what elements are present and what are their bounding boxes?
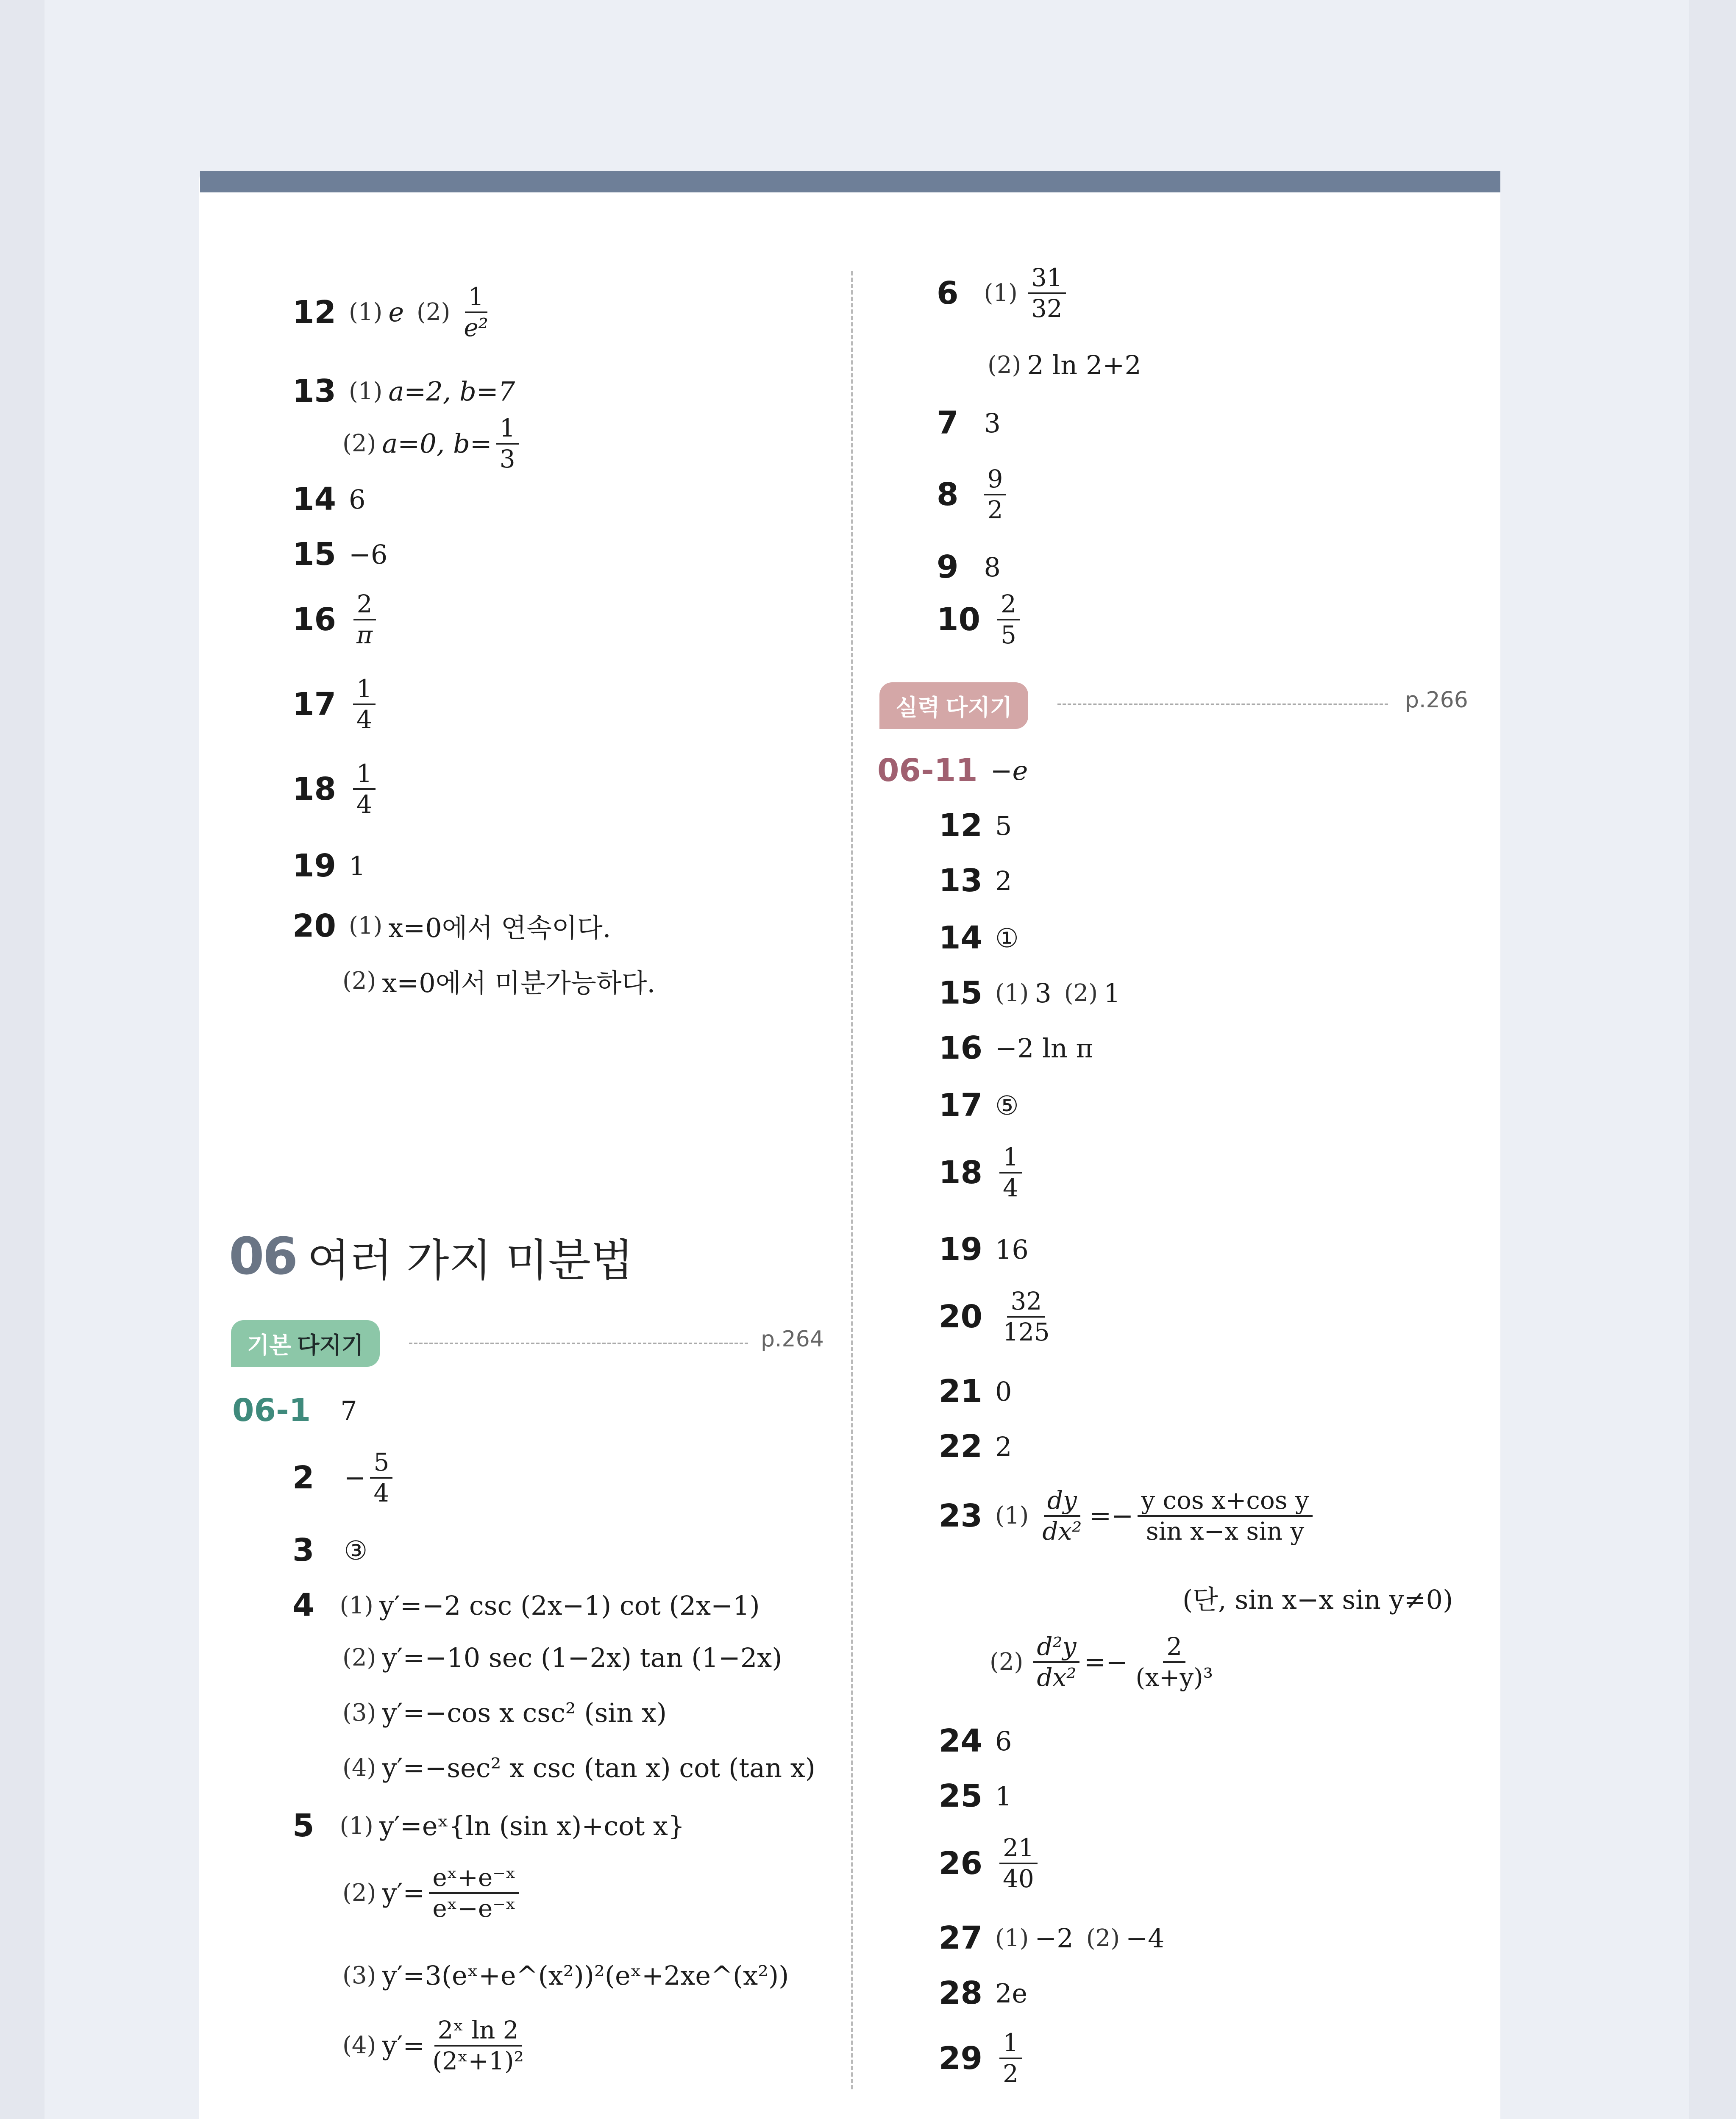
part-label: (2) <box>1064 979 1098 1007</box>
answer-23-skill <box>939 1488 1317 1544</box>
answer-value: ③ <box>344 1535 368 1566</box>
question-number: 13 <box>939 862 982 899</box>
part-label: (1) <box>339 1591 373 1619</box>
question-number: 22 <box>939 1428 982 1465</box>
question-number: 15 <box>292 536 336 573</box>
question-number: 16 <box>292 601 336 638</box>
section-title: 여러 가지 미분법 <box>307 1235 634 1286</box>
question-number: 28 <box>939 1975 982 2011</box>
answer-value: 6 <box>995 1725 1012 1757</box>
answer-17 <box>292 676 380 733</box>
answer-26-skill <box>939 1835 1042 1892</box>
part-label: (2) <box>342 430 376 458</box>
part-label: (2) <box>342 967 376 995</box>
answer-value: y′=−2 csc (2x−1) cot (2x−1) <box>379 1590 760 1621</box>
question-number: 12 <box>939 807 982 844</box>
question-number: 29 <box>939 2040 982 2077</box>
answer-value: 16 <box>995 1234 1029 1265</box>
answer-value: 3 <box>1035 977 1052 1009</box>
answer-13-part2 <box>342 415 523 472</box>
part-label: (1) <box>348 912 383 940</box>
question-number: 24 <box>939 1723 982 1759</box>
answer-value: −4 <box>1126 1922 1165 1954</box>
answer-27-skill <box>939 1920 1164 1956</box>
answer-value: 3 <box>984 407 1001 439</box>
answer-21-skill <box>939 1373 1012 1410</box>
badge-label: 기본 <box>247 1332 292 1359</box>
answer-20 <box>292 907 611 945</box>
part-label: (1) <box>995 1924 1029 1952</box>
answer-value: y′=3(eˣ+e^(x²))²(eˣ+2xe^(x²)) <box>382 1960 789 1991</box>
fraction: $\frac{32}{125}$ <box>1002 1287 1050 1346</box>
answer-value: 2 <box>995 1431 1012 1462</box>
part-label: (1) <box>348 298 383 326</box>
question-number: 23 <box>939 1497 982 1534</box>
fraction: $\frac{\text{2ˣ ln 2}}{\text{(2ˣ+1)²}}$ <box>432 2016 524 2075</box>
fraction: $\frac{9}{2}$ <box>984 466 1007 523</box>
dotted-leader <box>409 1343 748 1344</box>
answer-19-skill <box>939 1231 1029 1268</box>
answer-value: ⑤ <box>995 1090 1019 1121</box>
fraction: $\frac{\text{eˣ+e⁻ˣ}}{\text{eˣ−e⁻ˣ}}$ <box>429 1865 519 1922</box>
question-number: 16 <box>939 1030 982 1066</box>
answer-20-part2 <box>342 962 655 1000</box>
answer-value: 2 ln 2+2 <box>1027 350 1141 381</box>
answer-14-skill <box>939 920 1019 956</box>
fraction: $\frac{21}{40}$ <box>999 1835 1038 1892</box>
answer-3 <box>292 1532 367 1568</box>
part-label: (2) <box>342 1879 376 1907</box>
question-number: 19 <box>939 1231 982 1268</box>
question-number: 6 <box>937 275 959 311</box>
advanced-practice-badge <box>879 682 1028 729</box>
equals: =− <box>1089 1500 1134 1532</box>
answer-value: a=0, b= <box>382 428 492 459</box>
answer-value: ① <box>995 922 1019 954</box>
header-bar <box>200 171 1500 192</box>
answer-17-skill <box>939 1087 1019 1123</box>
question-number: 10 <box>937 601 980 638</box>
answer-18 <box>292 761 380 818</box>
answer-13 <box>292 373 515 409</box>
answer-value: −2 ln π <box>995 1032 1093 1064</box>
fraction: $\frac{2}{5}$ <box>997 591 1020 648</box>
answer-8 <box>937 466 1010 523</box>
answer-value: x=0에서 연속이다. <box>388 912 611 943</box>
badge-label: 실력 <box>896 694 940 721</box>
answer-25-skill <box>939 1778 1012 1814</box>
answer-6 <box>937 265 1070 322</box>
answer-24-skill <box>939 1723 1012 1759</box>
page-reference: p.266 <box>1405 687 1468 713</box>
answer-2 <box>292 1449 397 1506</box>
answer-value: 1 <box>1104 977 1121 1009</box>
answer-23-note <box>1182 1579 1453 1616</box>
condition-note: (단, sin x−x sin y≠0) <box>1182 1584 1453 1615</box>
fraction: $\frac{1}{\text{e²}}$ <box>464 282 488 342</box>
answer-28-skill <box>939 1975 1027 2011</box>
answer-06-1 <box>232 1392 357 1429</box>
answer-5 <box>292 1808 684 1844</box>
question-number: 06-11 <box>877 752 978 789</box>
question-number: 13 <box>292 373 336 409</box>
fraction: $\frac{31}{32}$ <box>1028 265 1066 322</box>
question-number: 19 <box>292 848 336 884</box>
answer-29-skill <box>939 2030 1026 2087</box>
answer-4-part2 <box>342 1642 782 1673</box>
dotted-leader <box>1057 704 1388 705</box>
answer-value: 1 <box>348 850 366 882</box>
question-number: 17 <box>292 686 336 723</box>
answer-4 <box>292 1587 760 1624</box>
answer-16 <box>292 591 380 648</box>
answer-value: −6 <box>348 539 388 570</box>
question-number: 17 <box>939 1087 982 1123</box>
part-label: (1) <box>339 1812 373 1840</box>
answer-14 <box>292 481 365 517</box>
basic-practice-badge <box>231 1320 380 1367</box>
fraction: $\frac{dy}{\text{dx²}}$ <box>1042 1486 1082 1546</box>
fraction: $\frac{\text{d²y}}{\text{dx²}}$ <box>1033 1634 1079 1691</box>
answer-value: y′= <box>382 1877 425 1909</box>
answer-5-part3 <box>342 1960 789 1991</box>
fraction: $\frac{\text{y cos x+cos y}}{\text{sin x−x sin y}}$ <box>1138 1488 1312 1544</box>
answer-10 <box>937 591 1024 648</box>
answer-6-part2 <box>988 350 1141 381</box>
answer-value: x=0에서 미분가능하다. <box>382 968 656 998</box>
fraction: $\frac{1}{3}$ <box>496 415 519 472</box>
column-divider <box>851 271 853 2089</box>
answer-12-skill <box>939 807 1012 844</box>
answer-value: 2e <box>995 1977 1028 2009</box>
question-number: 15 <box>939 975 982 1011</box>
question-number: 21 <box>939 1373 982 1410</box>
answer-18-skill <box>939 1144 1026 1201</box>
question-number: 20 <box>292 907 336 944</box>
question-number: 8 <box>937 476 959 513</box>
badge-label-strong: 다지기 <box>297 1332 364 1359</box>
page-reference: p.264 <box>761 1326 824 1352</box>
answer-13-skill <box>939 862 1012 899</box>
question-number: 3 <box>292 1532 314 1568</box>
question-number: 14 <box>939 920 982 956</box>
answer-value: 6 <box>348 484 366 515</box>
answer-value: 5 <box>995 810 1012 841</box>
question-number: 7 <box>937 405 959 441</box>
answer-value: −e <box>990 755 1028 786</box>
answer-value: y′= <box>382 2030 425 2061</box>
section-heading <box>229 1225 633 1288</box>
answer-06-11 <box>877 752 1028 789</box>
part-label: (4) <box>342 2032 376 2060</box>
part-label: (2) <box>417 298 451 326</box>
equals: =− <box>1084 1646 1128 1678</box>
part-label: (1) <box>995 1502 1029 1530</box>
answer-7 <box>937 405 1001 441</box>
section-number: 06 <box>229 1227 296 1286</box>
answer-23-part2 <box>990 1634 1221 1691</box>
part-label: (2) <box>1086 1924 1120 1952</box>
part-label: (2) <box>988 351 1021 379</box>
question-number: 14 <box>292 481 336 517</box>
question-number: 18 <box>292 770 336 807</box>
question-number: 12 <box>292 294 336 331</box>
answer-value: y′=−sec² x csc (tan x) cot (tan x) <box>382 1752 815 1783</box>
question-number: 18 <box>939 1154 982 1191</box>
answer-4-part4 <box>342 1752 815 1783</box>
question-number: 20 <box>939 1298 982 1335</box>
answer-5-part4 <box>342 2017 531 2074</box>
answer-20-skill <box>939 1288 1057 1345</box>
part-label: (4) <box>342 1754 376 1782</box>
part-label: (1) <box>995 979 1029 1007</box>
fraction: $\frac{2}{\pi}$ <box>353 591 376 648</box>
answer-12 <box>292 284 496 341</box>
answer-16-skill <box>939 1030 1093 1066</box>
badge-label-strong: 다지기 <box>946 694 1012 721</box>
question-number: 27 <box>939 1920 982 1956</box>
part-label: (1) <box>984 279 1018 307</box>
answer-value: 1 <box>995 1780 1012 1812</box>
answer-5-part2 <box>342 1865 523 1922</box>
fraction: $\frac{1}{2}$ <box>999 2030 1022 2087</box>
fraction: $\frac{1}{4}$ <box>999 1144 1022 1201</box>
question-number: 4 <box>292 1587 314 1624</box>
answer-value: a=2, b=7 <box>388 375 515 407</box>
part-label: (3) <box>342 1962 376 1989</box>
answer-value: −2 <box>1035 1922 1074 1954</box>
fraction: $\frac{2}{\text{(x+y)³}}$ <box>1135 1632 1213 1692</box>
answer-value: 0 <box>995 1376 1012 1407</box>
question-number: 9 <box>937 549 959 585</box>
sign: − <box>344 1462 366 1493</box>
answer-value: 8 <box>984 551 1001 583</box>
answer-value: y′=−cos x csc² (sin x) <box>382 1697 667 1728</box>
fraction: $\frac{1}{4}$ <box>353 676 376 733</box>
question-number: 5 <box>292 1808 314 1844</box>
answer-15 <box>292 536 387 573</box>
answer-value: 7 <box>340 1395 357 1426</box>
answer-15-skill <box>939 975 1121 1011</box>
answer-22-skill <box>939 1428 1012 1465</box>
question-number: 2 <box>292 1459 314 1496</box>
part-label: (2) <box>342 1644 376 1671</box>
question-number: 26 <box>939 1845 982 1882</box>
part-label: (3) <box>342 1699 376 1727</box>
answer-19 <box>292 848 365 884</box>
answer-value: e <box>388 297 404 328</box>
part-label: (1) <box>348 377 383 405</box>
answer-9 <box>937 549 1001 585</box>
fraction: $\frac{5}{4}$ <box>370 1449 392 1506</box>
part-label: (2) <box>990 1648 1024 1676</box>
fraction: $\frac{1}{4}$ <box>353 761 376 818</box>
question-number: 25 <box>939 1778 982 1814</box>
answer-4-part3 <box>342 1697 667 1728</box>
answer-value: y′=−10 sec (1−2x) tan (1−2x) <box>382 1642 782 1673</box>
question-number: 06-1 <box>232 1392 311 1429</box>
answer-value: 2 <box>995 865 1012 896</box>
answer-value: y′=eˣ{ln (sin x)+cot x} <box>379 1810 685 1841</box>
